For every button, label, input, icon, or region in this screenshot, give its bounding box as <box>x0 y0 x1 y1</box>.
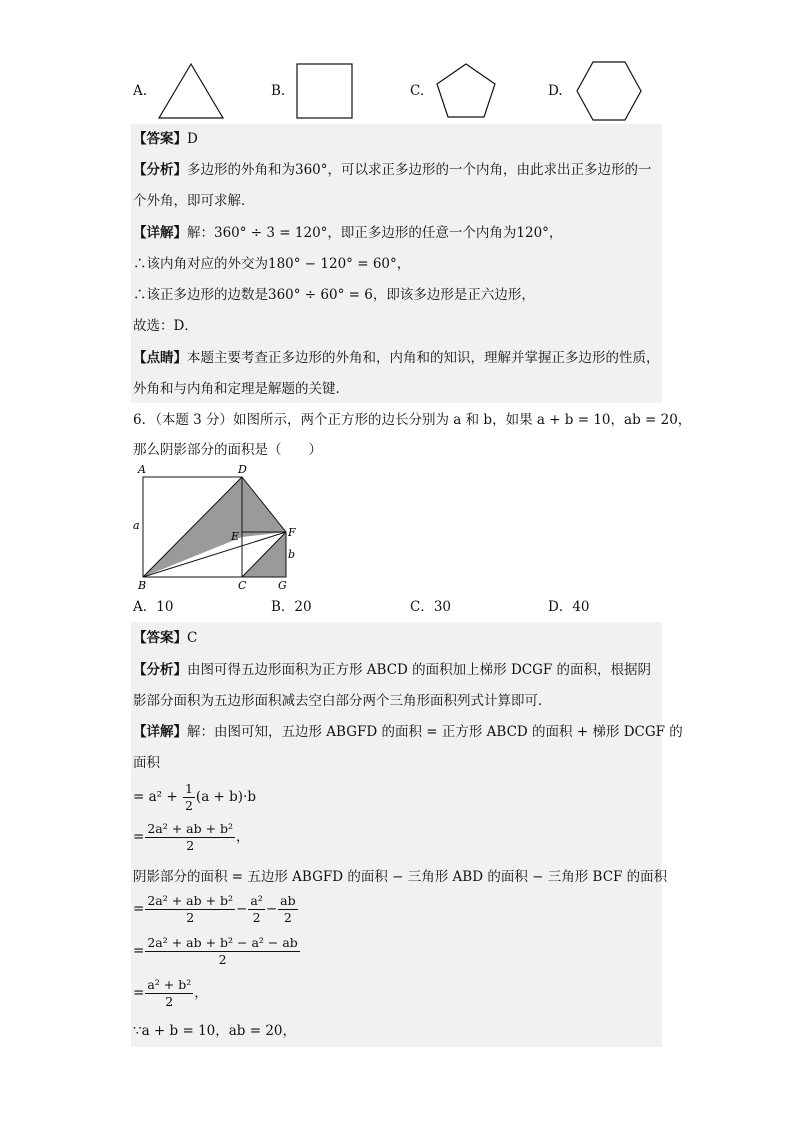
answer-tag: 【答案】 <box>133 630 187 646</box>
label-d-point: D <box>238 463 247 476</box>
answer-value: C <box>187 630 198 646</box>
q5-option-c-label[interactable]: C. <box>410 83 425 99</box>
pentagon-icon <box>434 62 498 120</box>
q6-stem-line-2: 那么阴影部分的面积是（ ） <box>133 442 322 458</box>
triangle-icon <box>157 62 225 120</box>
q5-detail-line-4: 故选：D． <box>133 318 198 334</box>
q6-stem-line-1: 6．（本题 3 分）如图所示，两个正方形的边长分别为 a 和 b，如果 a + b = 10，ab = 20， <box>133 412 692 428</box>
label-g-point: G <box>278 579 287 592</box>
q6-equation-4: = $\frac{\text{2a² + ab + b² − a² − ab}}{2}$ <box>133 935 298 967</box>
q6-detail-line-1: 【详解】解：由图可知，五边形 ABGFD 的面积 = 正方形 ABCD 的面积 + 梯形 DCGF 的 <box>133 724 683 740</box>
q6-equation-1: = a² + $\frac{1}{2}$ (a + b)·b <box>133 781 256 813</box>
q5-comment-line-2: 外角和与内角和定理是解题的关键． <box>133 381 349 397</box>
q5-option-d-label[interactable]: D. <box>548 83 563 99</box>
q6-analysis-line-1: 【分析】由图可得五边形面积为正方形 ABCD 的面积加上梯形 DCGF 的面积，根据阴 <box>133 662 652 678</box>
analysis-tag: 【分析】 <box>133 162 187 178</box>
q6-figure <box>128 462 298 594</box>
q5-answer <box>133 130 198 148</box>
q5-detail-line-3: ∴该正多边形的边数是360° ÷ 60° = 6，即该多边形是正六边形， <box>133 287 535 303</box>
q6-option-d[interactable]: D．40 <box>548 599 590 615</box>
q6-equation-3: = $\frac{\text{2a² + ab + b²}}{2}$ − $\frac{\text{a²}}{2}$ − $\frac{ab}{2}$ <box>133 893 296 925</box>
answer-value: D <box>187 131 198 147</box>
q6-analysis-line-2: 影部分面积为五边形面积减去空白部分两个三角形面积列式计算即可． <box>133 693 552 709</box>
q6-shaded-area-line: 阴影部分的面积 = 五边形 ABGFD 的面积 − 三角形 ABD 的面积 − 三角形 BCF 的面积 <box>133 869 668 885</box>
q6-detail-line-2: 面积 <box>133 755 160 771</box>
label-e-point: E <box>231 530 240 543</box>
q5-detail-line-1: 【详解】解：360° ÷ 3 = 120°，即正多边形的任意一个内角为120°， <box>133 225 563 241</box>
q5-comment-line-1: 【点睛】本题主要考查正多边形的外角和，内角和的知识，理解并掌握正多边形的性质， <box>133 350 660 366</box>
q6-answer <box>133 629 197 647</box>
q6-option-a[interactable]: A．10 <box>133 599 174 615</box>
label-c-point: C <box>238 579 247 592</box>
label-b-point: B <box>138 579 147 592</box>
detail-tag: 【详解】 <box>133 724 187 740</box>
q6-equation-5: = $\frac{\text{a² + b²}}{2}$ ， <box>133 977 208 1009</box>
hexagon-icon <box>575 60 643 122</box>
q5-analysis-line-1: 【分析】多边形的外角和为360°，可以求正多边形的一个内角，由此求出正多边形的一 <box>133 162 652 178</box>
q6-option-b[interactable]: B．20 <box>271 599 312 615</box>
q6-option-c[interactable]: C．30 <box>410 599 452 615</box>
square-icon <box>295 62 355 120</box>
answer-tag: 【答案】 <box>133 131 187 147</box>
q6-equation-2: = $\frac{\text{2a² + ab + b²}}{2}$ ， <box>133 821 250 853</box>
label-f-point: F <box>288 526 296 539</box>
label-side-a: a <box>133 519 140 532</box>
q5-option-b-label[interactable]: B. <box>271 83 286 99</box>
detail-tag: 【详解】 <box>133 225 187 241</box>
analysis-tag: 【分析】 <box>133 662 187 678</box>
q5-detail-line-2: ∴该内角对应的外交为180° − 120° = 60°， <box>133 256 411 272</box>
comment-tag: 【点睛】 <box>133 350 187 366</box>
q6-equation-6: ∵a + b = 10，ab = 20， <box>133 1023 297 1039</box>
q5-analysis-line-2: 个外角，即可求解． <box>133 193 255 209</box>
label-a-point: A <box>138 463 146 476</box>
label-side-b: b <box>288 548 296 561</box>
q5-option-a-label[interactable]: A. <box>133 83 148 99</box>
